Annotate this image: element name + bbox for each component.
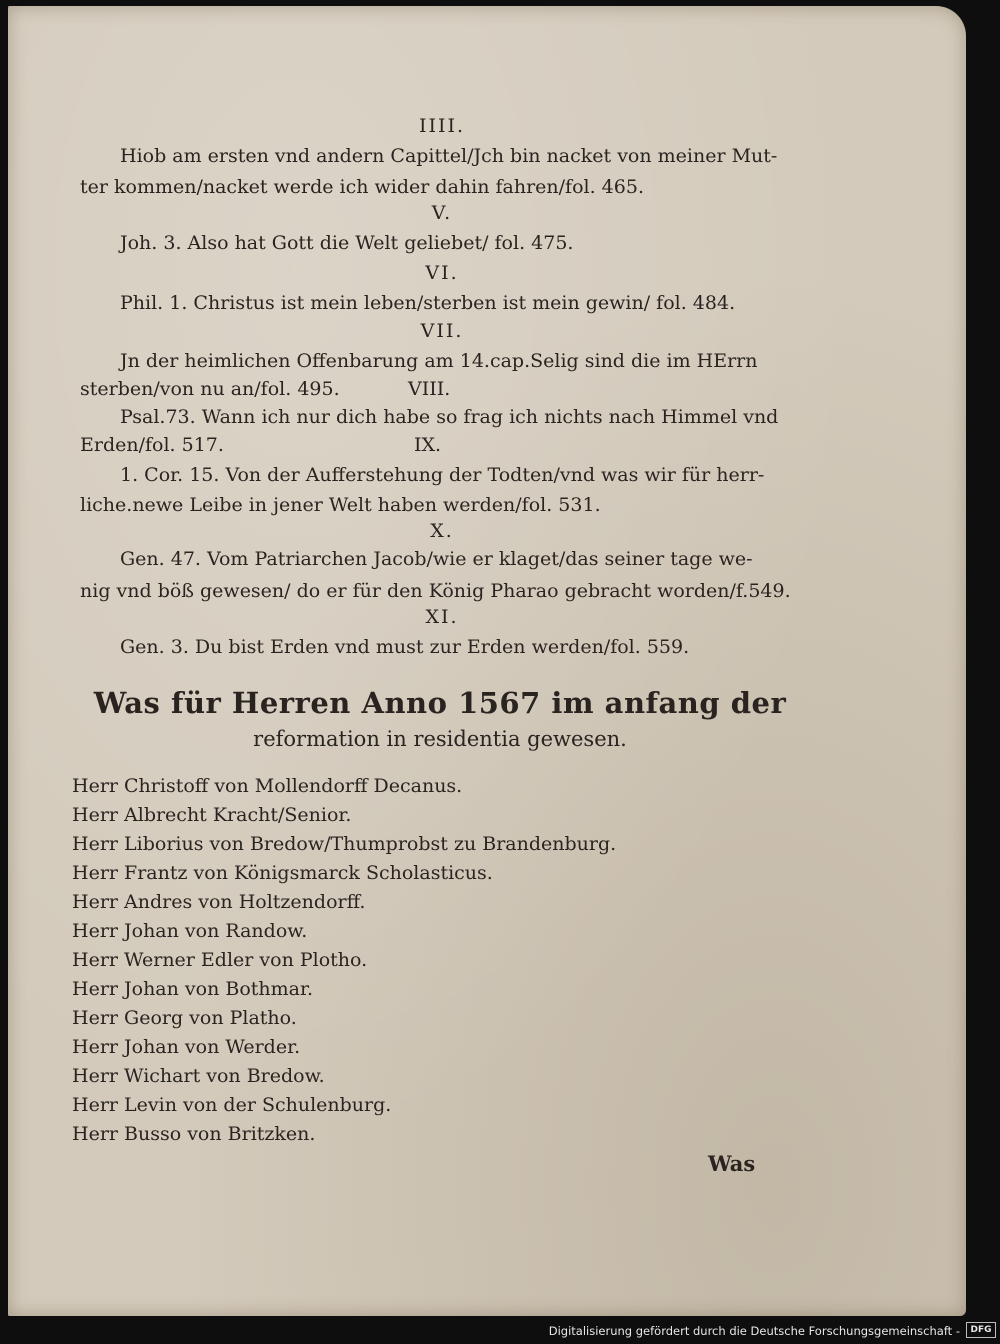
- list-item: Herr Frantz von Königsmarck Scholasticus.: [72, 862, 493, 884]
- sermon-line: Erden/fol. 517.: [80, 434, 224, 456]
- sermon-line: liche.newe Leibe in jener Welt haben werden/fol. 531.: [80, 494, 601, 516]
- catchword: Was: [708, 1151, 756, 1176]
- dfg-logo-icon: DFG: [966, 1322, 996, 1338]
- sermon-line: Jn der heimlichen Offenbarung am 14.cap.Selig sind die im HErrn: [120, 350, 758, 372]
- section-subheading: reformation in residentia gewesen.: [253, 727, 627, 751]
- list-item: Herr Busso von Britzken.: [72, 1123, 316, 1145]
- sermon-numeral: V.: [431, 202, 453, 224]
- sermon-line: 1. Cor. 15. Von der Aufferstehung der Todten/vnd was wir für herr-: [120, 464, 765, 486]
- sermon-line: nig vnd böß gewesen/ do er für den König Pharao gebracht worden/f.549.: [80, 580, 791, 602]
- sermon-numeral: VI.: [425, 262, 459, 284]
- sermon-numeral: X.: [430, 520, 454, 542]
- list-item: Herr Albrecht Kracht/Senior.: [72, 804, 352, 826]
- sermon-numeral: IX.: [414, 434, 442, 456]
- footer-credit: Digitalisierung gefördert durch die Deutsche Forschungsgemeinschaft -: [548, 1324, 960, 1338]
- sermon-line: sterben/von nu an/fol. 495.: [80, 378, 340, 400]
- canon-names-list: [72, 772, 616, 1149]
- section-heading: Was für Herren Anno 1567 im anfang der: [93, 686, 787, 720]
- list-item: Herr Christoff von Mollendorff Decanus.: [72, 775, 463, 797]
- sermon-numeral: XI.: [425, 606, 459, 628]
- sermon-line: Psal.73. Wann ich nur dich habe so frag ich nichts nach Himmel vnd: [120, 406, 779, 428]
- list-item: Herr Levin von der Schulenburg.: [72, 1094, 392, 1116]
- list-item: Herr Georg von Platho.: [72, 1007, 297, 1029]
- sermon-line: Phil. 1. Christus ist mein leben/sterben ist mein gewin/ fol. 484.: [120, 292, 736, 314]
- sermon-numeral: IIII.: [418, 115, 466, 137]
- list-item: Herr Werner Edler von Plotho.: [72, 949, 368, 971]
- list-item: Herr Wichart von Bredow.: [72, 1065, 325, 1087]
- sermon-line: Gen. 47. Vom Patriarchen Jacob/wie er klaget/das seiner tage we-: [120, 548, 753, 570]
- sermon-line: Gen. 3. Du bist Erden vnd must zur Erden werden/fol. 559.: [120, 636, 690, 658]
- sermon-numeral: VIII.: [408, 378, 451, 400]
- list-item: Herr Andres von Holtzendorff.: [72, 891, 366, 913]
- list-item: Herr Johan von Bothmar.: [72, 978, 314, 1000]
- list-item: Herr Liborius von Bredow/Thumprobst zu Brandenburg.: [72, 833, 617, 855]
- digitization-footer: [0, 1316, 1000, 1344]
- list-item: Herr Johan von Werder.: [72, 1036, 301, 1058]
- list-item: Herr Johan von Randow.: [72, 920, 308, 942]
- sermon-line: Hiob am ersten vnd andern Capittel/Jch bin nacket von meiner Mut-: [120, 145, 778, 167]
- sermon-line: Joh. 3. Also hat Gott die Welt geliebet/ fol. 475.: [120, 232, 574, 254]
- sermon-line: ter kommen/nacket werde ich wider dahin fahren/fol. 465.: [80, 176, 644, 198]
- sermon-numeral: VII.: [420, 320, 464, 342]
